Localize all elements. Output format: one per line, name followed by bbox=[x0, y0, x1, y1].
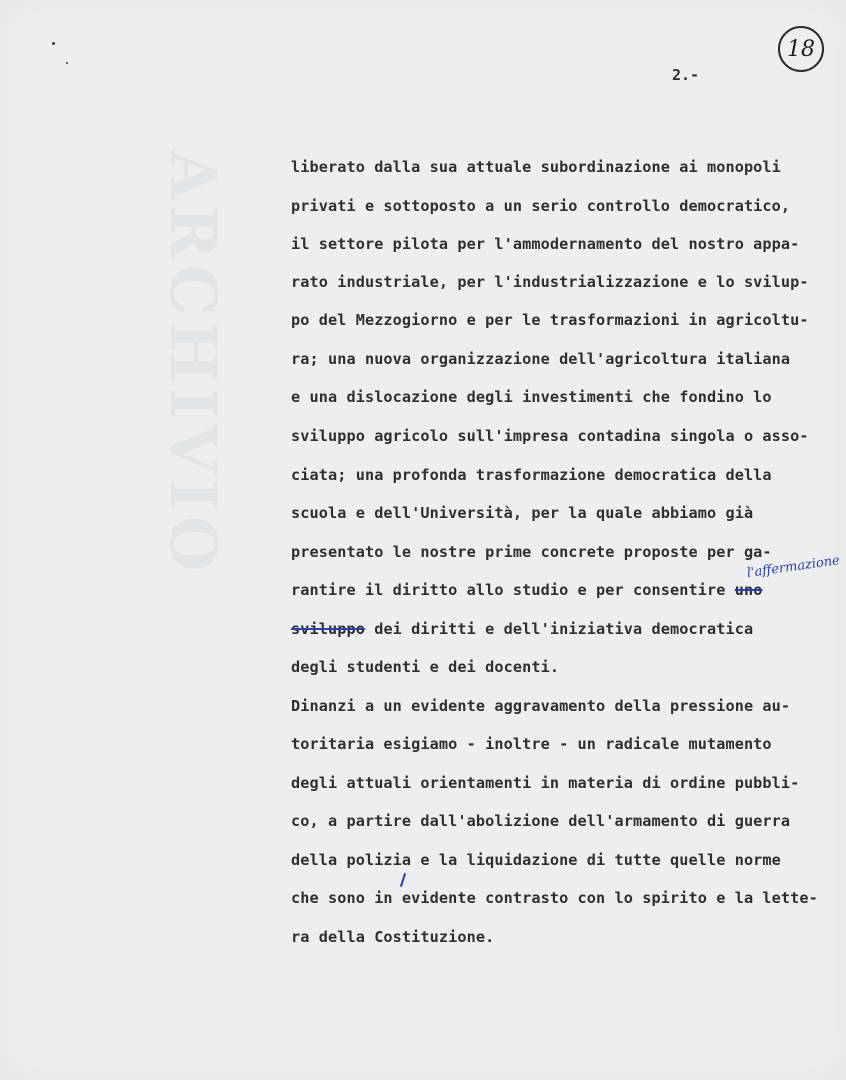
watermark: ARCHIVIO bbox=[155, 150, 230, 578]
folio-number-circle bbox=[778, 26, 824, 72]
line-text: rantire il diritto allo studio e per consentire bbox=[291, 581, 735, 599]
text-line: liberato dalla sua attuale subordinazione ai monopoli bbox=[291, 158, 781, 176]
text-line: degli studenti e dei docenti. bbox=[291, 658, 560, 676]
line-text: dei diritti e dell'iniziativa democratica bbox=[364, 620, 754, 638]
text-line: ciata; una profonda trasformazione democratica della bbox=[291, 466, 772, 484]
text-line: po del Mezzogiorno e per le trasformazioni in agricoltu- bbox=[291, 311, 809, 329]
text-line: Dinanzi a un evidente aggravamento della pressione au- bbox=[291, 697, 791, 715]
text-line: toritaria esigiamo - inoltre - un radicale mutamento bbox=[291, 735, 772, 753]
text-line: scuola e dell'Università, per la quale abbiamo già bbox=[291, 504, 754, 522]
text-line: rato industriale, per l'industrializzazione e lo svilup- bbox=[291, 273, 809, 291]
ink-speck bbox=[66, 62, 68, 64]
folio-number: 18 bbox=[787, 36, 815, 62]
ink-speck bbox=[52, 42, 55, 45]
struck-word: sviluppo bbox=[291, 620, 365, 638]
struck-word: uno bbox=[734, 581, 763, 599]
text-line: il settore pilota per l'ammodernamento del nostro appa- bbox=[291, 235, 800, 253]
text-line: presentato le nostre prime concrete proposte per ga- bbox=[291, 543, 772, 561]
text-line: privati e sottoposto a un serio controllo democratico, bbox=[291, 197, 791, 215]
text-line: co, a partire dall'abolizione dell'armamento di guerra bbox=[291, 812, 791, 830]
text-line bbox=[291, 581, 762, 600]
text-line: che sono in evidente contrasto con lo spirito e la lette- bbox=[291, 889, 818, 907]
text-line: ra della Costituzione. bbox=[291, 928, 495, 946]
text-line: ra; una nuova organizzazione dell'agricoltura italiana bbox=[291, 350, 791, 368]
page-number: 2.- bbox=[672, 66, 700, 84]
text-line: e una dislocazione degli investimenti che fondino lo bbox=[291, 388, 772, 406]
text-line: degli attuali orientamenti in materia di ordine pubbli- bbox=[291, 774, 800, 792]
handwritten-insertion: l'affermazione bbox=[745, 553, 841, 581]
text-line: sviluppo agricolo sull'impresa contadina singola o asso- bbox=[291, 427, 809, 445]
text-line: della polizia e la liquidazione di tutte quelle norme bbox=[291, 851, 781, 869]
handwritten-mark bbox=[400, 873, 406, 887]
text-line bbox=[291, 620, 753, 639]
